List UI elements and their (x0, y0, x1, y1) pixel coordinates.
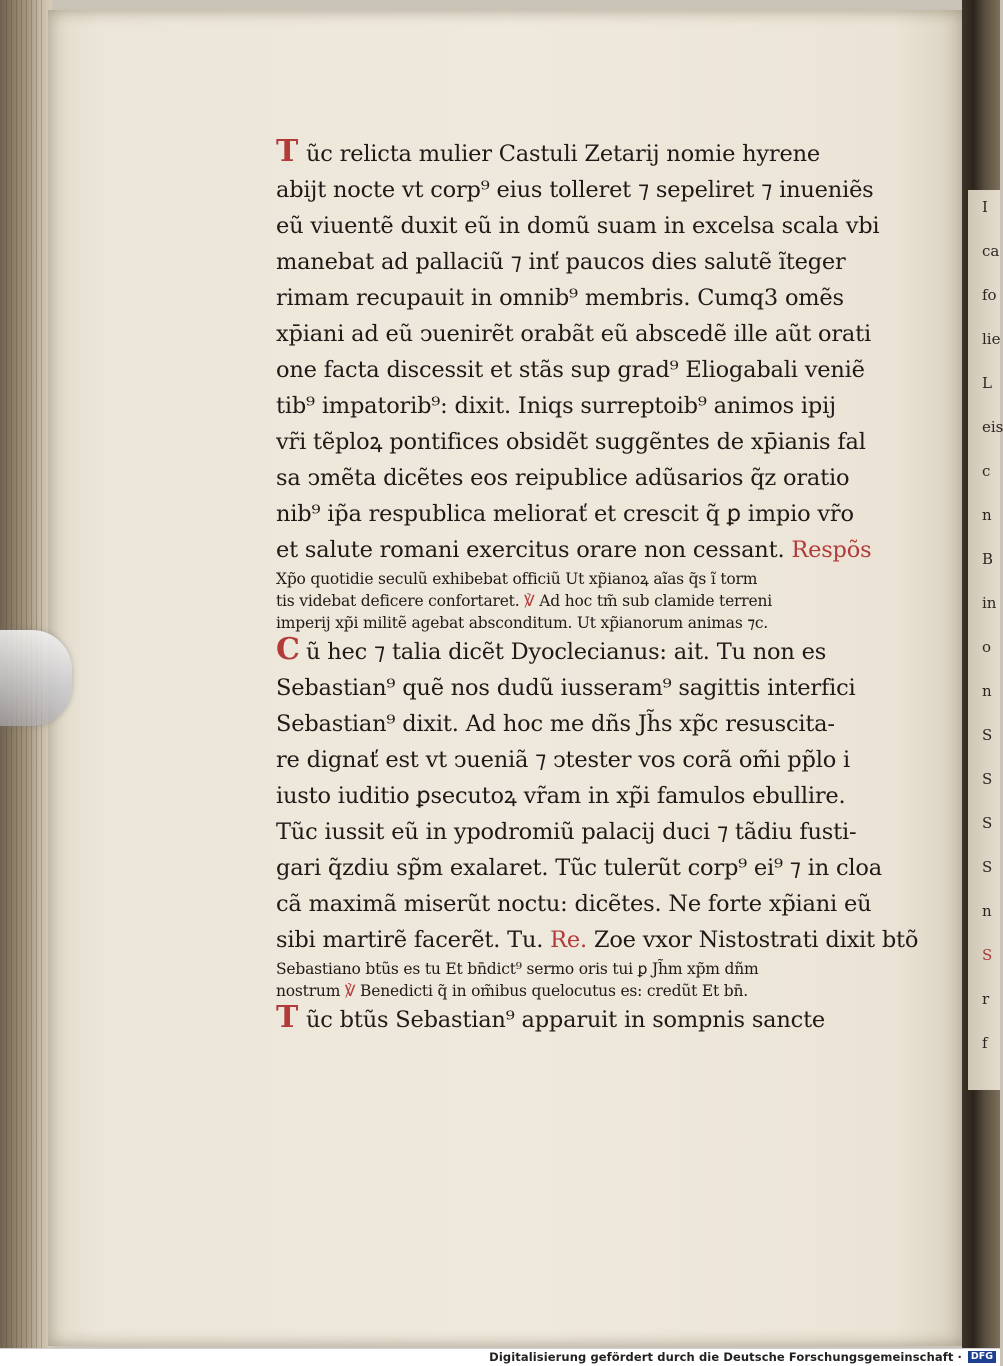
text-line (276, 352, 865, 388)
text-line (276, 590, 856, 612)
facing-page-fragment: n (982, 506, 992, 524)
line-text: et salute romani exercitus orare non cessant. (276, 537, 785, 563)
line-text: ũ hec ⁊ talia dicẽt Dyoclecianus: ait. Tu non es (306, 639, 827, 665)
facing-page-fragment: L (982, 374, 992, 392)
facing-page-fragment: n (982, 902, 992, 920)
text-line (276, 244, 856, 280)
line-text-tail: Zoe vxor Nistostrati dixit btõ (593, 927, 919, 953)
facing-page-fragment: in (982, 594, 997, 612)
rubricated-initial: T (276, 134, 299, 169)
line-text: sibi martirẽ facerẽt. Tu. (276, 927, 544, 953)
line-text: ũc btũs Sebastian⁹ apparuit in sompnis sancte (306, 1007, 826, 1033)
line-text: iusto iuditio ꝑsecutoꝝ vr̃am in xp̃i famulos ebullire. (276, 783, 846, 809)
text-line (276, 424, 866, 460)
facing-page-fragment: S (982, 946, 993, 964)
line-text: sa ↄmẽta dicẽtes eos reipublice adũsarios q̃z oratio (276, 465, 850, 491)
facing-page-fragment: eis (982, 418, 1003, 436)
rubric-response: Respõs (784, 537, 872, 563)
line-text: Sebastiano btũs es tu Et bn̄dict⁹ sermo oris tui ꝑ Jh̃m xp̃m dñm (276, 960, 759, 978)
text-line (276, 706, 856, 742)
text-line (276, 280, 856, 316)
text-line (276, 496, 856, 532)
facing-page-fragment: c (982, 462, 991, 480)
line-text: nostrum (276, 982, 341, 1000)
line-text: eũ viuentẽ duxit eũ in domũ suam in excelsa scala vbi (276, 213, 880, 239)
line-text: Sebastian⁹ dixit. Ad hoc me dñs Jh̃s xp̃c resuscita- (276, 711, 835, 737)
text-line (276, 136, 856, 172)
text-line (276, 980, 856, 1002)
text-line (276, 634, 856, 670)
rubric-mark: Re. (543, 927, 594, 953)
rubricated-initial: T (276, 1000, 299, 1035)
text-line (276, 460, 856, 496)
text-line (276, 388, 856, 424)
facing-page-fragment: f (982, 1034, 988, 1052)
line-text: Tũc iussit eũ in ypodromiũ palacij duci ⁊ tãdiu fusti- (276, 819, 857, 845)
text-line (276, 922, 919, 958)
line-text: tib⁹ impatorib⁹: dixit. Iniqs surreptoib⁹ animos ipij (276, 393, 836, 419)
text-line (276, 172, 874, 208)
text-line (276, 208, 880, 244)
text-line (276, 958, 856, 980)
facing-page-fragment: B (982, 550, 994, 568)
dfg-logo: DFG (968, 1351, 996, 1363)
line-text: Sebastian⁹ quẽ nos dudũ iusseram⁹ sagittis interfici (276, 675, 856, 701)
text-line (276, 532, 872, 568)
line-text: xp̄iani ad eũ ↄuenirẽt orabãt eũ abscedẽ ille aũt orati (276, 321, 871, 347)
facing-page-fragment: S (982, 770, 993, 788)
line-text: ũc relicta mulier Castuli Zetarij nomie hyrene (306, 141, 821, 167)
line-text: re dignať est vt ↄueniã ⁊ ↄtester vos corã om̃i pp̃lo i (276, 747, 851, 773)
line-text: one facta discessit et stãs sup grad⁹ Eliogabali veniẽ (276, 357, 865, 383)
rubricated-initial: C (276, 632, 300, 667)
text-line (276, 612, 856, 634)
line-text: tis videbat deficere confortaret. (276, 592, 520, 610)
line-text: vr̃i tẽploꝝ pontifices obsidẽt suggẽntes de xp̄ianis fal (276, 429, 866, 455)
facing-page-fragment: r (982, 990, 990, 1008)
text-line (276, 742, 856, 778)
line-text: cã maximã miserũt noctu: dicẽtes. Ne forte xp̃iani eũ (276, 891, 872, 917)
facing-page-fragment: lie (982, 330, 1001, 348)
text-line (276, 886, 872, 922)
text-column (276, 134, 919, 1038)
text-line (276, 778, 856, 814)
facing-page-fragment: n (982, 682, 992, 700)
text-line (276, 1002, 856, 1038)
line-text: imperij xp̃i militẽ agebat absconditum. Ut xp̃ianorum animas ⁊c. (276, 614, 769, 632)
facing-page-fragment: S (982, 726, 993, 744)
text-line (276, 316, 871, 352)
line-text-tail: Ad hoc tm̃ sub clamide terreni (539, 592, 772, 610)
line-text: abijt nocte vt corp⁹ eius tolleret ⁊ sepeliret ⁊ inueniẽs (276, 177, 874, 203)
text-line (276, 814, 856, 850)
facing-page-fragment: S (982, 858, 993, 876)
line-text: manebat ad pallaciũ ⁊ inť paucos dies salutẽ ĩteger (276, 249, 846, 275)
footer-bar (0, 1348, 1000, 1366)
facing-page-fragment: fo (982, 286, 997, 304)
facing-page-fragment: S (982, 814, 993, 832)
footer-credit: Digitalisierung gefördert durch die Deutsche Forschungsgemeinschaft · (489, 1350, 962, 1364)
text-line (276, 850, 882, 886)
rubric-mark: ℣ (519, 592, 540, 610)
line-text: nib⁹ ip̃a respublica meliorať et crescit q̃ ꝑ impio vr̃o (276, 501, 854, 527)
facing-page-fragment: ca (982, 242, 1000, 260)
line-text-tail: Benedicti q̃ in om̃ibus quelocutus es: credũt Et bn̄. (360, 982, 748, 1000)
line-text: Xp̃o quotidie seculũ exhibebat officiũ Ut xp̃ianoꝝ aĩas q̃s ĩ torm (276, 570, 758, 588)
facing-page-fragment: o (982, 638, 992, 656)
facing-page-fragment: I (982, 198, 988, 216)
page-clip (0, 630, 72, 726)
line-text: gari q̃zdiu sp̃m exalaret. Tũc tulerũt corp⁹ ei⁹ ⁊ in cloa (276, 855, 882, 881)
text-line (276, 670, 856, 706)
text-line (276, 568, 856, 590)
rubric-mark: ℣ (340, 982, 361, 1000)
line-text: rimam recupauit in omnib⁹ membris. Cumq3 omẽs (276, 285, 844, 311)
